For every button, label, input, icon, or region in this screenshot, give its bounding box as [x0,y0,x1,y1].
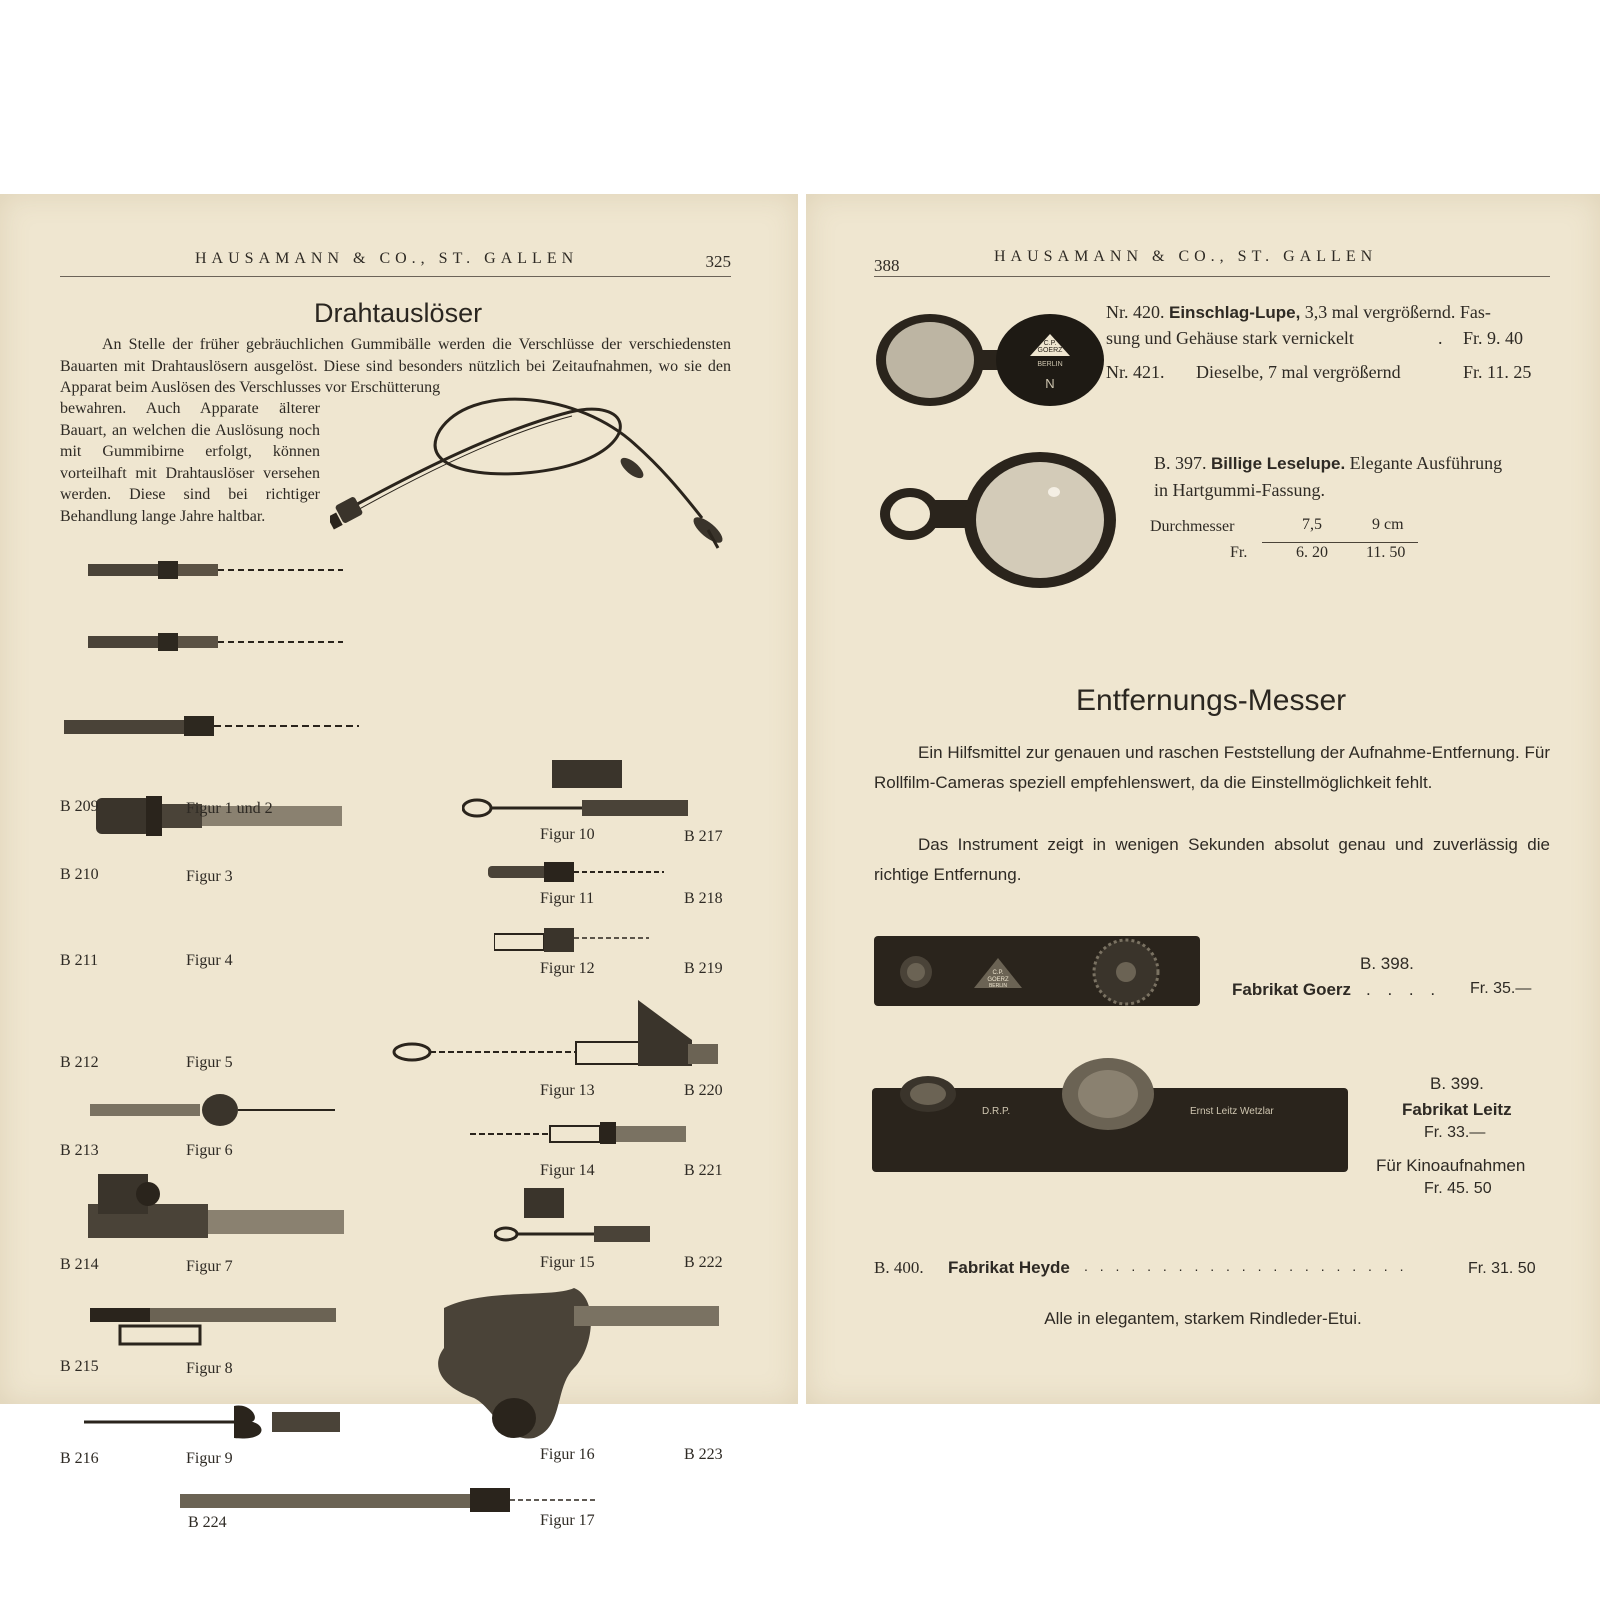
figure-13 [392,990,722,1070]
page-number: 388 [874,256,900,275]
figure-15 [494,1188,654,1248]
leader-dots: . . . . . . . . . . . . . . . . . . . . . [1084,1258,1408,1274]
emblem-letter: N [1045,376,1055,391]
goerz-rangefinder-illustration [874,930,1204,1010]
item-397-line1 [1154,453,1502,474]
figure-4 [64,714,364,738]
folding-loupe-illustration [872,310,1112,410]
item-code: B 212 [60,1054,99,1071]
item-desc: Dieselbe, 7 mal vergrößernd [1196,362,1401,382]
figure-16 [424,1288,724,1448]
table-value: 6. 20 [1296,544,1328,561]
figure-label: Figur 8 [186,1360,233,1377]
table-value: 9 cm [1372,516,1404,533]
page-title: Drahtauslöser [314,298,483,328]
reading-magnifier-illustration [876,450,1116,590]
item-name: Fabrikat Heyde [948,1258,1070,1277]
figure-label: Figur 11 [540,890,595,907]
item-desc: in Hartgummi-Fassung. [1154,480,1325,500]
figure-label: Figur 4 [186,952,233,969]
intro-paragraph: An Stelle der früher gebräuchlichen Gummibälle werden die Verschlüsse der verschiedensten Bauarten mit Drahtauslösern ausgelöst. Diese sind besonders nützlich bei Zeitaufnahmen, wo sie den Apparat beim Auslösen des Verschlusses vor Erschütterung [60,336,731,396]
item-number: B. 400. [874,1258,924,1277]
leader-dots: . . . . [1366,980,1442,999]
item-code: B 209 [60,798,99,815]
running-head [874,250,1550,277]
item-dot: . [1438,328,1443,348]
item-code: B 223 [684,1446,723,1463]
item-code: B 215 [60,1358,99,1375]
figure-label: Figur 13 [540,1082,595,1099]
figure-1-2 [88,558,348,582]
item-price: Fr. 35.— [1470,980,1532,997]
figure-10 [462,760,692,820]
item-number: Nr. 421. [1106,362,1165,382]
header-title: HAUSAMANN & CO., ST. GALLEN [994,248,1378,265]
item-desc: 3,3 mal vergrößernd. Fas- [1304,302,1491,322]
cable-release-illustration [330,390,740,560]
leitz-rangefinder-illustration [872,1054,1352,1182]
item-price: Fr. 45. 50 [1424,1180,1492,1197]
figure-label: Figur 7 [186,1258,233,1275]
figure-6 [90,1092,340,1128]
table-value: 7,5 [1302,516,1322,533]
figure-17 [180,1484,600,1514]
side-paragraph: bewahren. Auch Apparate älterer Bauart, an welchen die Auslösung noch mit Gummibirne erfolgt, können vorteilhaft mit Drahtauslöser versehen werden. Diese sind bei richtiger Behandlung lange Jahre haltbar. [60,400,320,525]
table-label: Durchmesser [1150,518,1235,535]
figure-9 [84,1402,344,1442]
running-head [60,250,731,277]
figure-14 [470,1120,690,1146]
item-desc: Für Kinoaufnahmen [1376,1156,1526,1175]
figure-12 [494,924,654,954]
item-number: B. 398. [1360,954,1414,973]
item-code: B 220 [684,1082,723,1099]
emblem-text: C.P. [1043,340,1057,347]
item-code: B 211 [60,952,99,969]
figure-label: Figur 1 und 2 [186,800,273,817]
table-rule [1262,542,1418,543]
figure-11 [488,860,668,882]
figure-label: Figur 9 [186,1450,233,1467]
emblem-text: C.P. [992,970,1004,976]
footer-note: Alle in elegantem, starkem Rindleder-Etui. [1044,1309,1362,1328]
item-code: B 210 [60,866,99,883]
figure-label: Figur 15 [540,1254,595,1271]
header-title: HAUSAMANN & CO., ST. GALLEN [195,250,579,267]
table-label: Fr. [1230,544,1248,561]
item-number: B. 399. [1430,1074,1484,1093]
catalog-page-right [806,194,1600,1404]
item-code: B 217 [684,828,723,845]
item-code: B 214 [60,1256,99,1273]
emblem-text: GOERZ [1037,347,1063,354]
engraving-text: D.R.P. [982,1106,1011,1117]
page-number: 325 [705,252,731,271]
figure-label: Figur 17 [540,1512,595,1529]
item-number: B. 397. [1154,453,1207,473]
item-name: Einschlag-Lupe, [1169,303,1301,322]
item-price: Fr. 9. 40 [1463,328,1524,348]
paragraph: Das Instrument zeigt in wenigen Sekunden absolut genau und zuverlässig die richtige Entfernung. [874,835,1550,884]
engraving-text: Ernst Leitz Wetzlar [1190,1106,1274,1117]
item-code: B 219 [684,960,723,977]
figure-label: Figur 10 [540,826,595,843]
item-name: Fabrikat Leitz [1402,1100,1512,1119]
item-420-line1 [1106,302,1491,323]
figure-7 [88,1174,348,1254]
figure-label: Figur 14 [540,1162,595,1179]
item-code: B 216 [60,1450,99,1467]
table-value: 11. 50 [1366,544,1406,561]
item-desc: Elegante Ausführung [1349,453,1503,473]
catalog-page-left [0,194,798,1531]
item-code: B 221 [684,1162,723,1179]
figure-label: Figur 6 [186,1142,233,1159]
item-price: Fr. 33.— [1424,1124,1486,1141]
item-price: Fr. 31. 50 [1468,1260,1536,1277]
item-420-line2 [1106,328,1354,349]
item-name: Fabrikat Goerz [1232,980,1352,999]
emblem-text: GOERZ [987,977,1009,983]
item-code: B 222 [684,1254,723,1271]
paragraph: Ein Hilfsmittel zur genauen und raschen Feststellung der Aufnahme-Entfernung. Für Rollfilm-Cameras speziell empfehlenswert, da die Einstellmöglichkeit fehlt. [874,743,1550,792]
figure-label: Figur 12 [540,960,595,977]
figure-3 [88,630,348,654]
figure-8 [90,1300,340,1350]
item-code: B 224 [188,1514,227,1531]
item-code: B 213 [60,1142,99,1159]
item-number: Nr. 420. [1106,302,1165,322]
emblem-text: BERLIN [988,983,1008,989]
item-code: B 218 [684,890,723,907]
emblem-text: BERLIN [1037,361,1063,368]
figure-label: Figur 3 [186,868,233,885]
figure-label: Figur 16 [540,1446,595,1463]
figure-label: Figur 5 [186,1054,233,1071]
item-desc: sung und Gehäuse stark vernickelt [1106,328,1354,348]
item-price: Fr. 11. 25 [1463,362,1532,382]
section-title: Entfernungs-Messer [1076,684,1347,717]
item-name: Billige Leselupe. [1211,454,1346,473]
